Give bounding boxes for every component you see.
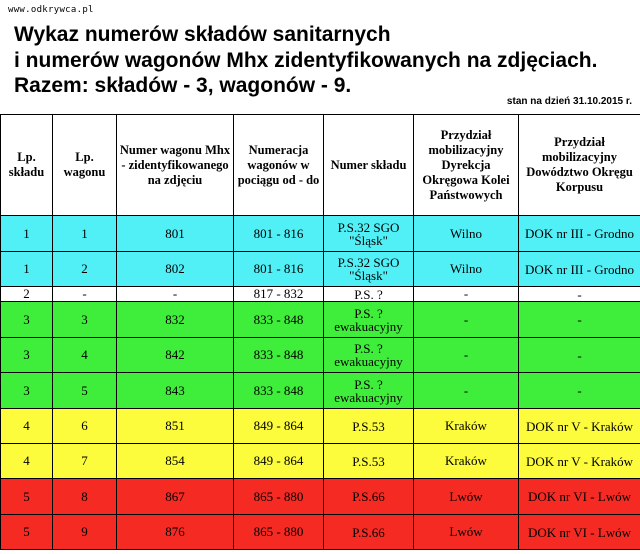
cell-dok: DOK nr III - Grodno (519, 252, 640, 287)
cell-dok: - (519, 302, 640, 338)
cell-numbering: 801 - 816 (234, 252, 324, 287)
cell-numbering: 817 - 832 (234, 287, 324, 302)
cell-dok: - (519, 287, 640, 302)
cell-wagon-no: 8 (53, 479, 117, 515)
table-row (1, 373, 640, 409)
col-header-wagon-number: Numer wagonu Mhx - zidentyfikowanego na zdjęciu (117, 115, 234, 216)
title-line-3: Razem: składów - 3, wagonów - 9. (14, 74, 352, 97)
cell-wagon-no: 1 (53, 216, 117, 252)
cell-dokp: Lwów (414, 515, 519, 550)
cell-dokp: - (414, 302, 519, 338)
cell-dokp: Kraków (414, 444, 519, 479)
cell-wagon-no: 7 (53, 444, 117, 479)
cell-dokp: - (414, 338, 519, 373)
cell-wagon-no: 3 (53, 302, 117, 338)
cell-numbering: 833 - 848 (234, 338, 324, 373)
cell-dokp: - (414, 287, 519, 302)
cell-train-number: P.S. ? ewakuacyjny (324, 302, 414, 338)
table-row (1, 479, 640, 515)
cell-train-no: 3 (1, 373, 53, 409)
cell-wagon-number: 876 (117, 515, 234, 550)
table-row (1, 252, 640, 287)
page-title (14, 22, 597, 99)
cell-wagon-no: - (53, 287, 117, 302)
cell-wagon-number: 842 (117, 338, 234, 373)
col-header-numbering: Numeracja wagonów w pociągu od - do (234, 115, 324, 216)
cell-train-number: P.S. ? ewakuacyjny (324, 373, 414, 409)
cell-numbering: 801 - 816 (234, 216, 324, 252)
cell-train-no: 1 (1, 216, 53, 252)
cell-wagon-number: 843 (117, 373, 234, 409)
cell-dok: - (519, 373, 640, 409)
cell-dok: DOK nr V - Kraków (519, 409, 640, 444)
cell-train-number: P.S.66 (324, 479, 414, 515)
col-header-dok: Przydział mobilizacyjny Dowództwo Okręgu Korpusu (519, 115, 640, 216)
cell-train-number: P.S.32 SGO "Śląsk" (324, 216, 414, 252)
cell-train-no: 1 (1, 252, 53, 287)
cell-train-number: P.S.32 SGO "Śląsk" (324, 252, 414, 287)
table-header-row (1, 115, 640, 216)
cell-train-number: P.S. ? (324, 287, 414, 302)
cell-wagon-number: 851 (117, 409, 234, 444)
cell-numbering: 865 - 880 (234, 515, 324, 550)
table-row (1, 216, 640, 252)
cell-wagon-no: 5 (53, 373, 117, 409)
cell-numbering: 849 - 864 (234, 444, 324, 479)
col-header-wagon-no: Lp. wagonu (53, 115, 117, 216)
table-row (1, 515, 640, 550)
cell-wagon-no: 2 (53, 252, 117, 287)
table-row (1, 444, 640, 479)
title-line-1: Wykaz numerów składów sanitarnych (14, 23, 391, 46)
cell-train-no: 5 (1, 479, 53, 515)
table-row (1, 302, 640, 338)
cell-wagon-number: 832 (117, 302, 234, 338)
cell-wagon-number: 802 (117, 252, 234, 287)
cell-train-number: P.S.53 (324, 444, 414, 479)
cell-dokp: Kraków (414, 409, 519, 444)
cell-dokp: - (414, 373, 519, 409)
table-row (1, 338, 640, 373)
cell-train-no: 5 (1, 515, 53, 550)
cell-train-no: 3 (1, 338, 53, 373)
col-header-dokp: Przydział mobilizacyjny Dyrekcja Okręgowa Kolei Państwowych (414, 115, 519, 216)
sanitary-trains-table (0, 114, 640, 550)
cell-wagon-number: - (117, 287, 234, 302)
cell-train-no: 2 (1, 287, 53, 302)
cell-dok: DOK nr VI - Lwów (519, 479, 640, 515)
cell-dokp: Wilno (414, 252, 519, 287)
cell-numbering: 833 - 848 (234, 302, 324, 338)
table-row (1, 409, 640, 444)
cell-numbering: 849 - 864 (234, 409, 324, 444)
cell-wagon-no: 9 (53, 515, 117, 550)
cell-train-number: P.S. ? ewakuacyjny (324, 338, 414, 373)
cell-dokp: Lwów (414, 479, 519, 515)
cell-wagon-number: 801 (117, 216, 234, 252)
cell-train-no: 4 (1, 409, 53, 444)
cell-wagon-no: 4 (53, 338, 117, 373)
col-header-train-no: Lp. składu (1, 115, 53, 216)
status-date: stan na dzień 31.10.2015 r. (506, 96, 632, 107)
title-line-2: i numerów wagonów Mhx zidentyfikowanych na zdjęciach. (14, 48, 598, 72)
cell-dok: DOK nr VI - Lwów (519, 515, 640, 550)
cell-train-number: P.S.66 (324, 515, 414, 550)
table-row (1, 287, 640, 302)
cell-dok: DOK nr III - Grodno (519, 216, 640, 252)
site-watermark: www.odkrywca.pl (8, 5, 94, 15)
cell-wagon-number: 867 (117, 479, 234, 515)
cell-dok: DOK nr V - Kraków (519, 444, 640, 479)
cell-train-no: 4 (1, 444, 53, 479)
cell-numbering: 833 - 848 (234, 373, 324, 409)
cell-dokp: Wilno (414, 216, 519, 252)
col-header-train-number: Numer składu (324, 115, 414, 216)
cell-wagon-no: 6 (53, 409, 117, 444)
cell-train-no: 3 (1, 302, 53, 338)
cell-wagon-number: 854 (117, 444, 234, 479)
cell-dok: - (519, 338, 640, 373)
cell-train-number: P.S.53 (324, 409, 414, 444)
cell-numbering: 865 - 880 (234, 479, 324, 515)
